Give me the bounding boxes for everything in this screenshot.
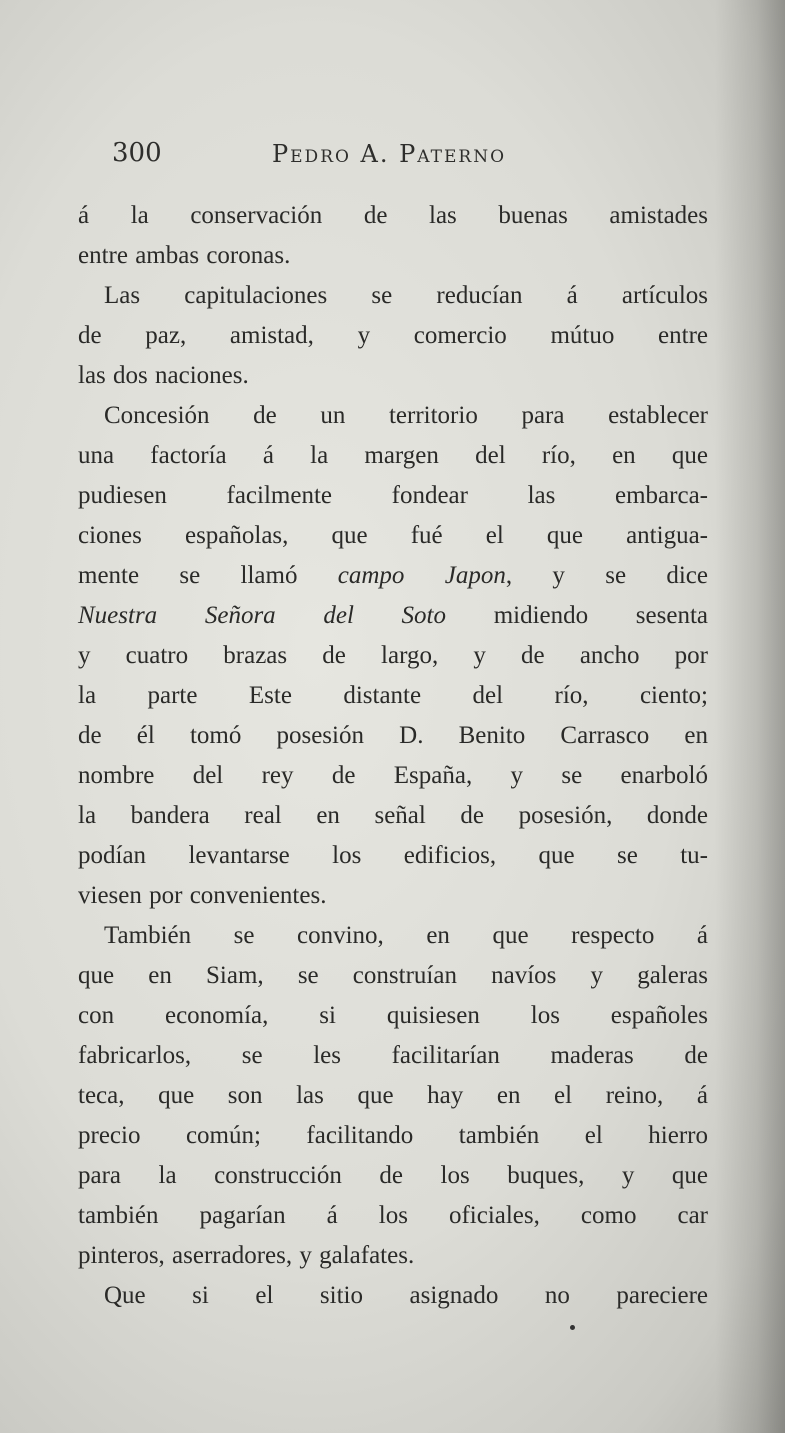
text-line: la bandera real en señal de posesión, donde (78, 802, 708, 829)
text-line: con economía, si quisiesen los españoles (78, 1002, 708, 1029)
text-line-mixed (78, 556, 708, 596)
text-line: precio común; facilitando también el hierro (78, 1122, 708, 1149)
text-line: á la conservación de las buenas amistades (78, 202, 708, 229)
text-line: Las capitulaciones se reducían á artículos (104, 282, 708, 309)
text-segment: midiendo sesenta (446, 602, 708, 629)
text-line: nombre del rey de España, y se enarboló (78, 762, 708, 789)
italic-segment: Nuestra Señora del Soto (78, 602, 447, 629)
text-segment: , y se dice (505, 562, 708, 589)
text-line: entre ambas coronas. (78, 242, 291, 269)
text-line: las dos naciones. (78, 362, 249, 389)
running-head: Pedro A. Paterno (272, 140, 506, 168)
italic-segment: campo Japon (337, 562, 506, 589)
text-line: pinteros, aserradores, y galafates. (78, 1242, 415, 1269)
spine-shadow (715, 0, 785, 1433)
text-line: También se convino, en que respecto á (104, 922, 708, 949)
page-header (112, 138, 672, 178)
text-line: la parte Este distante del río, ciento; (78, 682, 708, 709)
text-line: de él tomó posesión D. Benito Carrasco en (78, 722, 708, 749)
text-line: pudiesen facilmente fondear las embarca- (78, 482, 708, 509)
text-line: fabricarlos, se les facilitarían maderas de (78, 1042, 708, 1069)
ink-speck (570, 1325, 575, 1330)
text-line: y cuatro brazas de largo, y de ancho por (78, 642, 708, 669)
text-line: una factoría á la margen del río, en que (78, 442, 708, 469)
page-number: 300 (112, 138, 162, 168)
text-line: de paz, amistad, y comercio mútuo entre (78, 322, 708, 349)
text-line: ciones españolas, que fué el que antigua- (78, 522, 708, 549)
text-line: Que si el sitio asignado no pareciere (104, 1282, 708, 1309)
text-line-mixed (78, 596, 708, 636)
text-segment: mente se llamó (78, 562, 298, 589)
text-line: que en Siam, se construían navíos y galeras (78, 962, 708, 989)
text-line: también pagarían á los oficiales, como car (78, 1202, 708, 1229)
text-line: Concesión de un territorio para establecer (104, 402, 708, 429)
text-line: para la construcción de los buques, y que (78, 1162, 708, 1189)
text-line: viesen por convenientes. (78, 882, 327, 909)
text-line: podían levantarse los edificios, que se tu- (78, 842, 708, 869)
body-text (78, 196, 708, 1316)
text-line: teca, que son las que hay en el reino, á (78, 1082, 708, 1109)
